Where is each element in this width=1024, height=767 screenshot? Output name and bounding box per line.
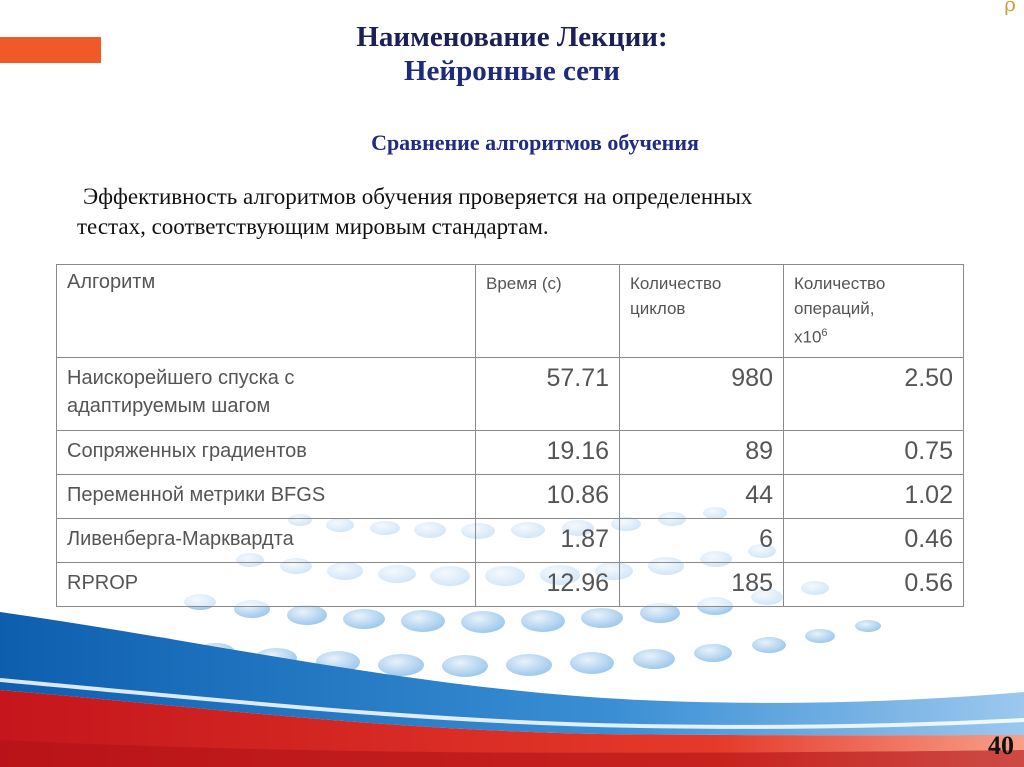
cell-time: 57.71 <box>476 358 620 431</box>
cell-time: 10.86 <box>476 475 620 519</box>
table-row <box>57 519 964 563</box>
cell-algorithm <box>57 358 476 431</box>
intro-paragraph <box>75 182 945 242</box>
cell-cycles: 980 <box>620 358 784 431</box>
header-ops-exponent: 6 <box>821 327 828 339</box>
page-number: 40 <box>988 731 1014 760</box>
lecture-title-line1: Наименование Лекции: <box>356 21 668 53</box>
table-header-row <box>57 265 964 358</box>
header-ops-line2: операций, <box>794 299 875 318</box>
cell-operations: 0.46 <box>784 519 964 563</box>
cell-algorithm: Переменной метрики BFGS <box>57 475 476 519</box>
lecture-title <box>0 20 1024 88</box>
cell-algorithm: RPROP <box>57 563 476 607</box>
cell-time: 12.96 <box>476 563 620 607</box>
header-algorithm: Алгоритм <box>57 265 476 358</box>
cell-algorithm: Ливенберга-Марквардта <box>57 519 476 563</box>
cell-algorithm-line2: адаптируемым шагом <box>67 395 271 417</box>
cell-cycles: 6 <box>620 519 784 563</box>
cell-operations: 0.56 <box>784 563 964 607</box>
comparison-table <box>56 264 964 607</box>
header-cycles <box>620 265 784 358</box>
table-row <box>57 358 964 431</box>
table-row <box>57 563 964 607</box>
cell-algorithm-line1: Наискорейшего спуска с <box>67 367 295 389</box>
intro-line1: Эффективность алгоритмов обучения проверяется на определенных <box>83 184 753 209</box>
header-operations <box>784 265 964 358</box>
cell-cycles: 44 <box>620 475 784 519</box>
header-ops-line1: Количество <box>794 274 886 293</box>
header-ops-line3: x10 <box>794 327 822 347</box>
cell-operations: 2.50 <box>784 358 964 431</box>
cell-operations: 0.75 <box>784 431 964 475</box>
header-cycles-line1: Количество <box>630 274 722 293</box>
cell-time: 1.87 <box>476 519 620 563</box>
header-cycles-line2: циклов <box>630 299 686 318</box>
cell-algorithm: Сопряженных градиентов <box>57 431 476 475</box>
table-row <box>57 431 964 475</box>
table-row <box>57 475 964 519</box>
cell-operations: 1.02 <box>784 475 964 519</box>
cell-cycles: 185 <box>620 563 784 607</box>
header-time: Время (с) <box>476 265 620 358</box>
corner-decoration: ρ <box>1004 0 1016 16</box>
wave-bands <box>0 612 1024 767</box>
cell-time: 19.16 <box>476 431 620 475</box>
lecture-title-line2: Нейронные сети <box>404 55 620 87</box>
cell-cycles: 89 <box>620 431 784 475</box>
intro-line2: тестах, соответствующим мировым стандартам. <box>77 214 549 239</box>
section-title: Сравнение алгоритмов обучения <box>371 130 699 155</box>
